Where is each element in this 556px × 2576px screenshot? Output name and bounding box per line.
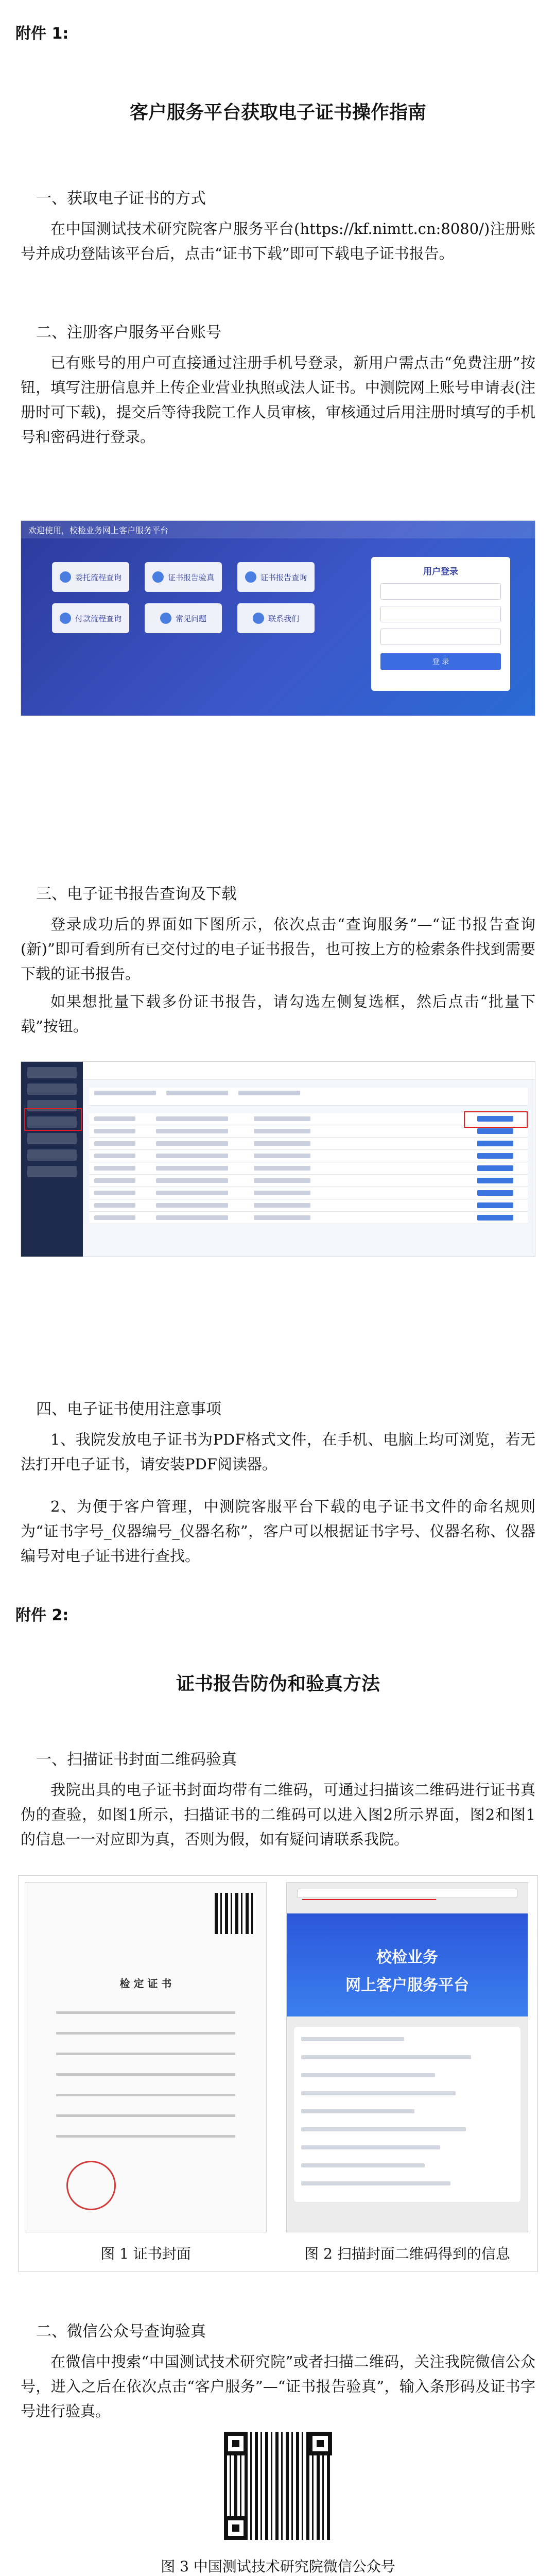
qr-code-icon bbox=[215, 1893, 256, 1934]
a1-s2-heading: 二、注册客户服务平台账号 bbox=[36, 324, 221, 342]
table-row bbox=[89, 1138, 528, 1150]
portal-tile-3: 证书报告查询 bbox=[237, 562, 315, 592]
a2-s1-paragraph: 我院出具的电子证书封面均带有二维码，可通过扫描该二维码进行证书真伪的查验，如图1所示，扫描证书的二维码可以进入图2所示界面，图2和图1的信息一一对应即为真，否则为假，如有疑问请联系我院。 bbox=[21, 1781, 535, 1848]
figure-3-caption: 图 3 中国测试技术研究院微信公众号 bbox=[161, 2558, 395, 2575]
table-row bbox=[89, 1163, 528, 1175]
portal-tile-4: 付款流程查询 bbox=[52, 603, 129, 633]
figure-2-caption: 图 2 扫描封面二维码得到的信息 bbox=[304, 2245, 510, 2262]
certificate-title: 检 定 证 书 bbox=[119, 1977, 172, 1990]
a2-s2-heading: 二、微信公众号查询验真 bbox=[36, 2323, 206, 2341]
annex1-label: 附件 1: bbox=[15, 25, 69, 43]
top-bar bbox=[83, 1062, 535, 1080]
url-underline bbox=[302, 1899, 436, 1900]
captcha-input[interactable] bbox=[380, 629, 501, 645]
login-title: 用户登录 bbox=[423, 567, 458, 577]
annex2-label: 附件 2: bbox=[15, 1606, 69, 1624]
filter-row bbox=[89, 1088, 528, 1106]
report-list-screenshot bbox=[21, 1061, 535, 1257]
table-row bbox=[89, 1188, 528, 1199]
contact-icon bbox=[253, 613, 264, 624]
verify-icon bbox=[152, 571, 164, 583]
process-icon bbox=[60, 571, 71, 583]
a1-s3-paragraph-2: 如果想批量下载多份证书报告，请勾选左侧复选框，然后点击“批量下载”按钮。 bbox=[21, 993, 535, 1035]
table-row bbox=[89, 1126, 528, 1138]
annex2-title: 证书报告防伪和验真方法 bbox=[176, 1673, 380, 1694]
username-input[interactable] bbox=[380, 583, 501, 600]
table-row bbox=[89, 1113, 528, 1125]
figure-1-2-frame bbox=[18, 1875, 538, 2272]
wechat-qr-code-icon bbox=[224, 2432, 332, 2540]
portal-banner: 校检业务 网上客户服务平台 bbox=[287, 1913, 528, 2016]
a2-s2-paragraph: 在微信中搜索“中国测试技术研究院”或者扫描二维码，关注我院微信公众号，进入之后在依次点击“客户服务”—“证书报告验真”，输入条形码及证书字号进行验真。 bbox=[21, 2353, 535, 2420]
faq-icon bbox=[160, 613, 171, 624]
a1-s4-heading: 四、电子证书使用注意事项 bbox=[36, 1400, 221, 1418]
highlight-box bbox=[24, 1108, 82, 1131]
certificate-cover-image bbox=[25, 1882, 267, 2232]
table-row bbox=[89, 1212, 528, 1224]
portal-tile-1: 委托流程查询 bbox=[52, 562, 129, 592]
portal-tile-2: 证书报告验真 bbox=[145, 562, 222, 592]
portal-screenshot-login bbox=[21, 520, 535, 716]
annex1-title: 客户服务平台获取电子证书操作指南 bbox=[129, 102, 426, 123]
payment-icon bbox=[60, 613, 71, 624]
password-input[interactable] bbox=[380, 606, 501, 622]
seal-icon bbox=[66, 2161, 116, 2210]
a1-s2-paragraph: 已有账号的用户可直接通过注册手机号登录，新用户需点击“免费注册”按钮，填写注册信息并上传企业营业执照或法人证书。中测院网上账号申请表(注册时可下载)，提交后等待我院工作人员审核，审核通过后用注册时填写的手机号和密码进行登录。 bbox=[21, 354, 535, 446]
a1-s4-paragraph-2: 2、为便于客户管理，中测院客服平台下载的电子证书文件的命名规则为“证书字号_仪器编号_仪器名称”，客户可以根据证书字号、仪器名称、仪器编号对电子证书进行查找。 bbox=[21, 1498, 535, 1565]
certificate-info-card bbox=[294, 2027, 520, 2202]
table-row bbox=[89, 1175, 528, 1187]
portal-tile-5: 常见问题 bbox=[145, 603, 222, 633]
a2-s1-heading: 一、扫描证书封面二维码验真 bbox=[36, 1751, 237, 1769]
a1-s3-heading: 三、电子证书报告查询及下载 bbox=[36, 885, 237, 903]
sidebar bbox=[21, 1062, 83, 1257]
figure-1-caption: 图 1 证书封面 bbox=[100, 2245, 191, 2262]
login-panel bbox=[371, 557, 510, 691]
table-row bbox=[89, 1150, 528, 1162]
search-icon bbox=[245, 571, 256, 583]
table-row bbox=[89, 1200, 528, 1212]
login-button[interactable]: 登 录 bbox=[380, 653, 501, 670]
portal-title-bar: 欢迎使用，校检业务网上客户服务平台 bbox=[21, 521, 535, 538]
scan-result-screenshot bbox=[286, 1882, 528, 2232]
url-bar bbox=[297, 1889, 517, 1898]
portal-tile-6: 联系我们 bbox=[237, 603, 315, 633]
a1-s4-paragraph-1: 1、我院发放电子证书为PDF格式文件，在手机、电脑上均可浏览，若无法打开电子证书，请安装PDF阅读器。 bbox=[21, 1431, 535, 1473]
a1-s1-heading: 一、获取电子证书的方式 bbox=[36, 190, 206, 208]
highlight-box bbox=[464, 1111, 528, 1128]
a1-s1-paragraph: 在中国测试技术研究院客户服务平台(https://kf.nimtt.cn:8080/)注册账号并成功登陆该平台后，点击“证书下载”即可下载电子证书报告。 bbox=[21, 220, 535, 262]
a1-s3-paragraph: 登录成功后的界面如下图所示，依次点击“查询服务”—“证书报告查询(新)”即可看到所有已交付过的电子证书报告，也可按上方的检索条件找到需要下载的证书报告。 bbox=[21, 916, 535, 982]
